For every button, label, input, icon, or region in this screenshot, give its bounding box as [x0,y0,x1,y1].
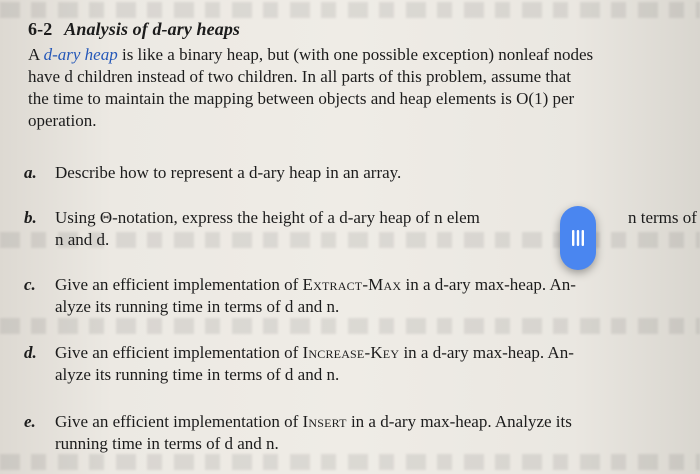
bleed-through-texture [0,318,700,334]
part-text [55,411,684,433]
part-text-fragment: Using Θ-notation, express the height of a d-ary heap of n elem [55,208,480,227]
part-label: b. [24,208,37,227]
intro-text: is like a binary heap, but (with one possible exception) nonleaf nodes [117,45,594,64]
part-text-tail: n terms of [628,208,697,227]
bleed-through-texture [0,2,700,18]
intro-line-2: have d children instead of two children. In all parts of this problem, assume that [28,67,571,86]
scroll-handle[interactable] [560,206,596,270]
intro-line-3: the time to maintain the mapping between objects and heap elements is O(1) per [28,89,575,108]
intro-text: A [28,45,44,64]
part-text-fragment: Give an efficient implementation of [55,412,303,431]
part-text: alyze its running time in terms of d and n. [55,297,340,316]
part-text-fragment: in a d-ary max-heap. Analyze its [346,412,572,431]
part-text: Describe how to represent a d-ary heap in an array. [55,163,402,182]
problem-title: Analysis of d-ary heaps [64,19,241,39]
part-text [55,274,684,296]
part-text: n and d. [55,230,110,249]
problem-intro [28,44,683,132]
procedure-name: Insert [302,412,347,431]
part-label: c. [24,275,36,294]
part-text: running time in terms of d and n. [55,434,279,453]
part-label: a. [24,163,37,182]
defined-term: d-ary heap [43,45,118,64]
problem-heading [28,19,240,40]
problem-number: 6-2 [28,19,53,39]
intro-line-1 [28,44,683,66]
bleed-through-texture [0,454,700,470]
part-text-fragment: in a d-ary max-heap. An- [399,343,574,362]
procedure-name: Extract-Max [302,275,402,294]
part-text-fragment: in a d-ary max-heap. An- [401,275,576,294]
part-label: e. [24,412,36,431]
part-text: alyze its running time in terms of d and n. [55,365,340,384]
part-text [55,342,684,364]
part-text-fragment: Give an efficient implementation of [55,275,303,294]
part-text-fragment: Give an efficient implementation of [55,343,303,362]
procedure-name: Increase-Key [302,343,400,362]
intro-line-4: operation. [28,111,97,130]
grip-lines-icon [571,230,585,246]
part-label: d. [24,343,37,362]
